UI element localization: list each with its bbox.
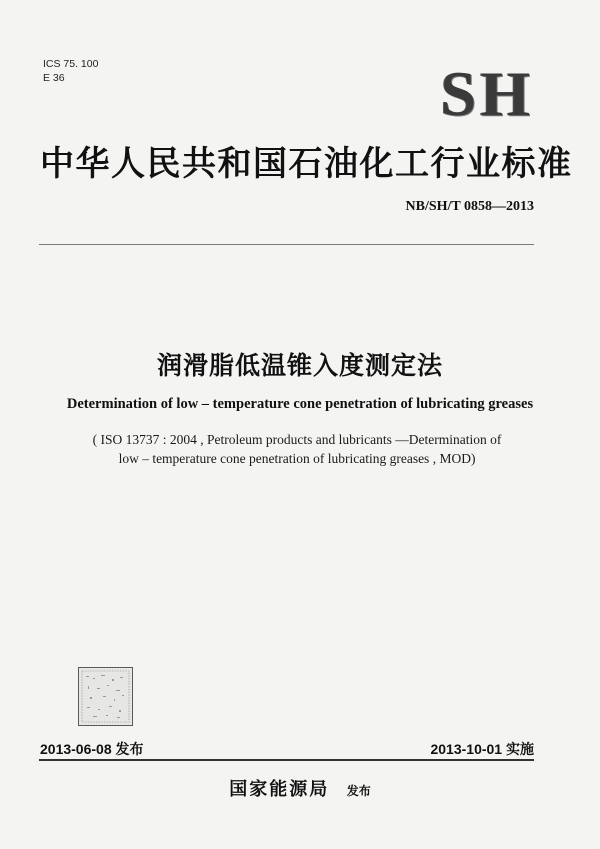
chinese-title: 润滑脂低温锥入度测定法 bbox=[156, 351, 443, 380]
publish-date-value: 2013-06-08 bbox=[40, 741, 112, 757]
implement-date-value: 2013-10-01 bbox=[430, 741, 503, 757]
barcode-stamp-image bbox=[78, 667, 133, 726]
ccs-code: E 36 bbox=[43, 72, 65, 84]
publish-date-label: 发布 bbox=[115, 741, 144, 757]
sh-logo: SH bbox=[440, 58, 534, 129]
iso-reference bbox=[50, 430, 544, 468]
publish-date bbox=[40, 739, 144, 759]
iso-reference-line-1: ( ISO 13737 : 2004 , Petroleum products and lubricants —Determination of bbox=[92, 432, 502, 447]
iso-reference-line-2: low – temperature cone penetration of lubricating greases , MOD) bbox=[118, 451, 476, 466]
implement-date-label: 实施 bbox=[506, 741, 534, 757]
bottom-divider bbox=[39, 759, 534, 761]
classification-codes bbox=[43, 57, 98, 85]
issuing-organization: 国家能源局 bbox=[229, 779, 330, 800]
issuer-line bbox=[0, 775, 600, 801]
ics-code: ICS 75. 100 bbox=[43, 58, 99, 70]
top-divider bbox=[39, 244, 534, 245]
implement-date bbox=[430, 739, 534, 759]
english-title: Determination of low – temperature cone penetration of lubricating greases bbox=[66, 396, 534, 412]
issuing-action: 发布 bbox=[346, 784, 371, 798]
standard-type-title: 中华人民共和国石油化工行业标准 bbox=[40, 144, 573, 184]
standard-number: NB/SH/T 0858—2013 bbox=[405, 199, 534, 214]
